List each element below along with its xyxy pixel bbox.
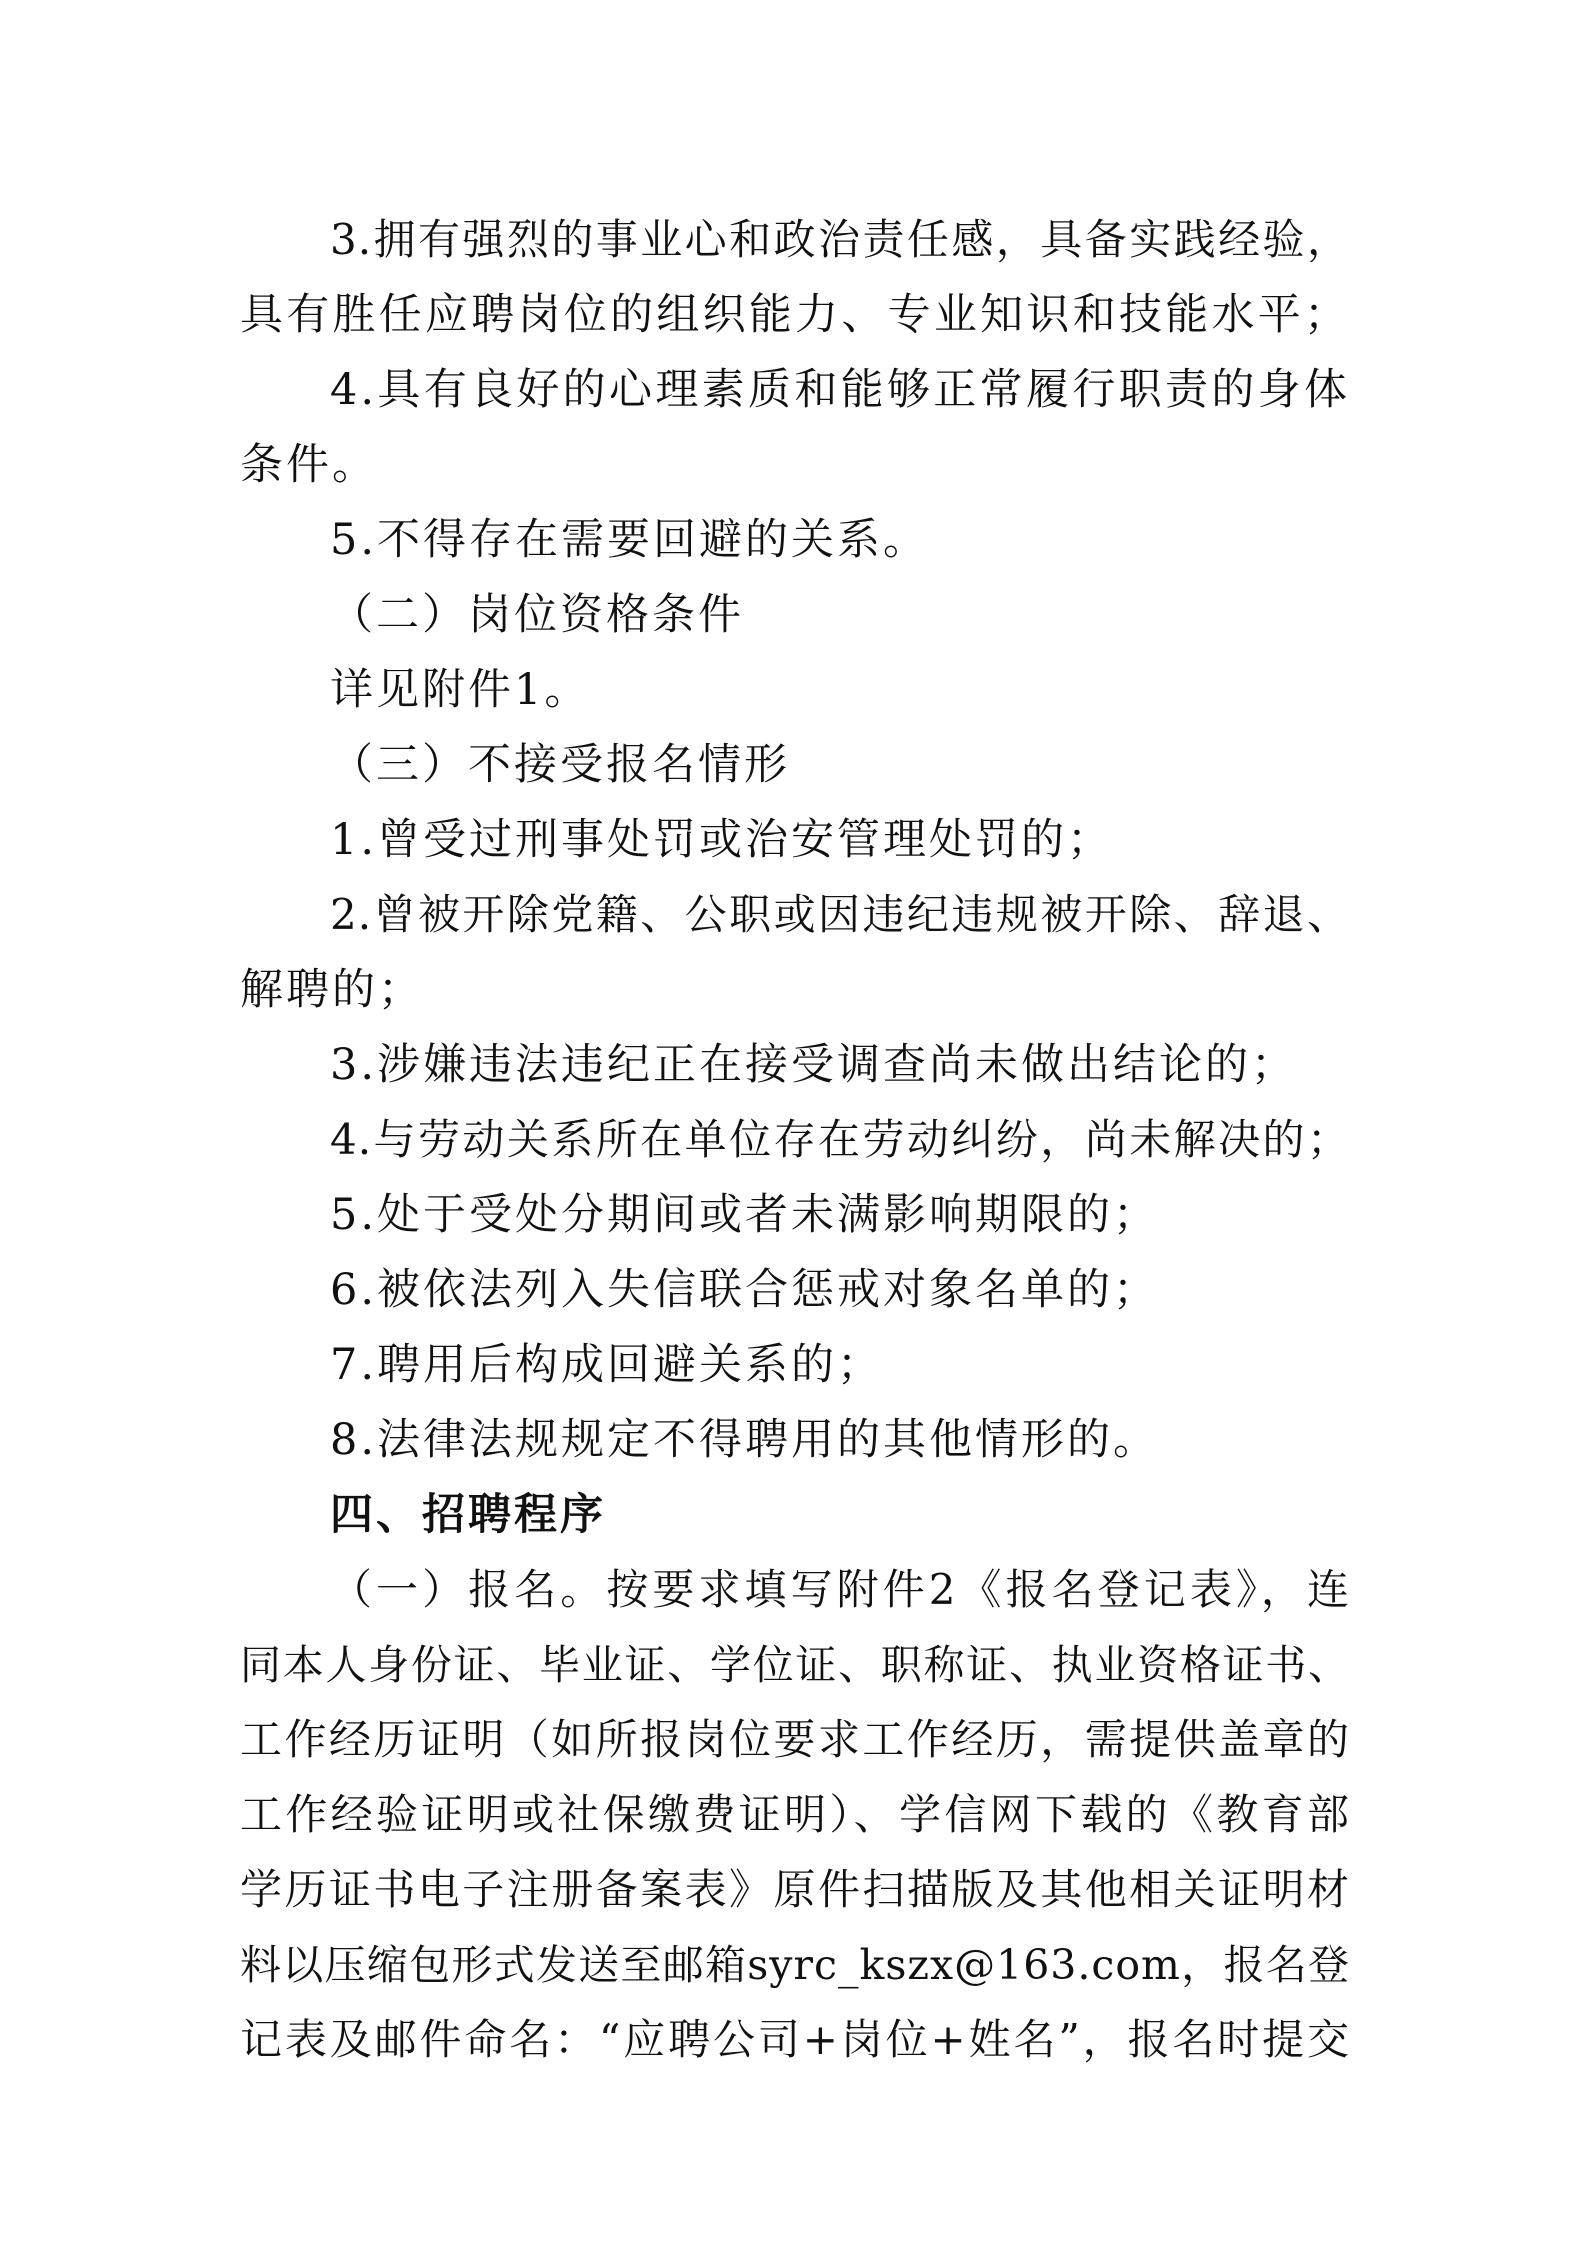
paragraph-line: 学历证书电子注册备案表》原件扫描版及其他相关证明材 [240,1865,1350,1914]
list-item: 6.被依法列入失信联合惩戒对象名单的； [330,1265,1160,1315]
paragraph-line: 料以压缩包形式发送至邮箱syrc_kszx@163.com，报名登 [240,1941,1350,1989]
list-item: 1.曾受过刑事处罚或治安管理处罚的； [330,815,1114,865]
subsection-title: （三）不接受报名情形 [330,740,790,790]
paragraph-line: （一）报名。按要求填写附件2《报名登记表》，连 [330,1565,1350,1614]
list-item: 8.法律法规规定不得聘用的其他情形的。 [330,1415,1160,1465]
paragraph-line: 具有胜任应聘岗位的组织能力、专业知识和技能水平； [240,290,1350,340]
list-item: 2.曾被开除党籍、公职或因违纪违规被开除、辞退、 [330,890,1350,939]
paragraph-line: 4.具有良好的心理素质和能够正常履行职责的身体 [330,365,1350,415]
list-item: 3.涉嫌违法违纪正在接受调查尚未做出结论的； [330,1040,1298,1090]
paragraph-line: 记表及邮件命名：“应聘公司+岗位+姓名”，报名时提交 [240,2015,1350,2064]
list-item: 4.与劳动关系所在单位存在劳动纠纷，尚未解决的； [330,1115,1350,1164]
list-item-continuation: 解聘的； [240,965,424,1015]
section-heading: 四、招聘程序 [330,1490,606,1540]
list-item: 5.处于受处分期间或者未满影响期限的； [330,1190,1160,1240]
subsection-title: （二）岗位资格条件 [330,590,744,640]
paragraph-line: 详见附件1。 [330,665,591,715]
list-item: 7.聘用后构成回避关系的； [330,1340,884,1390]
paragraph-line: 条件。 [240,440,378,490]
paragraph-line: 同本人身份证、毕业证、学位证、职称证、执业资格证书、 [240,1641,1350,1689]
paragraph-line: 工作经验证明或社保缴费证明）、学信网下载的《教育部 [240,1790,1350,1839]
paragraph-line: 5.不得存在需要回避的关系。 [330,515,930,565]
paragraph-line: 3.拥有强烈的事业心和政治责任感，具备实践经验， [330,215,1350,264]
paragraph-line: 工作经历证明（如所报岗位要求工作经历，需提供盖章的 [240,1715,1350,1764]
